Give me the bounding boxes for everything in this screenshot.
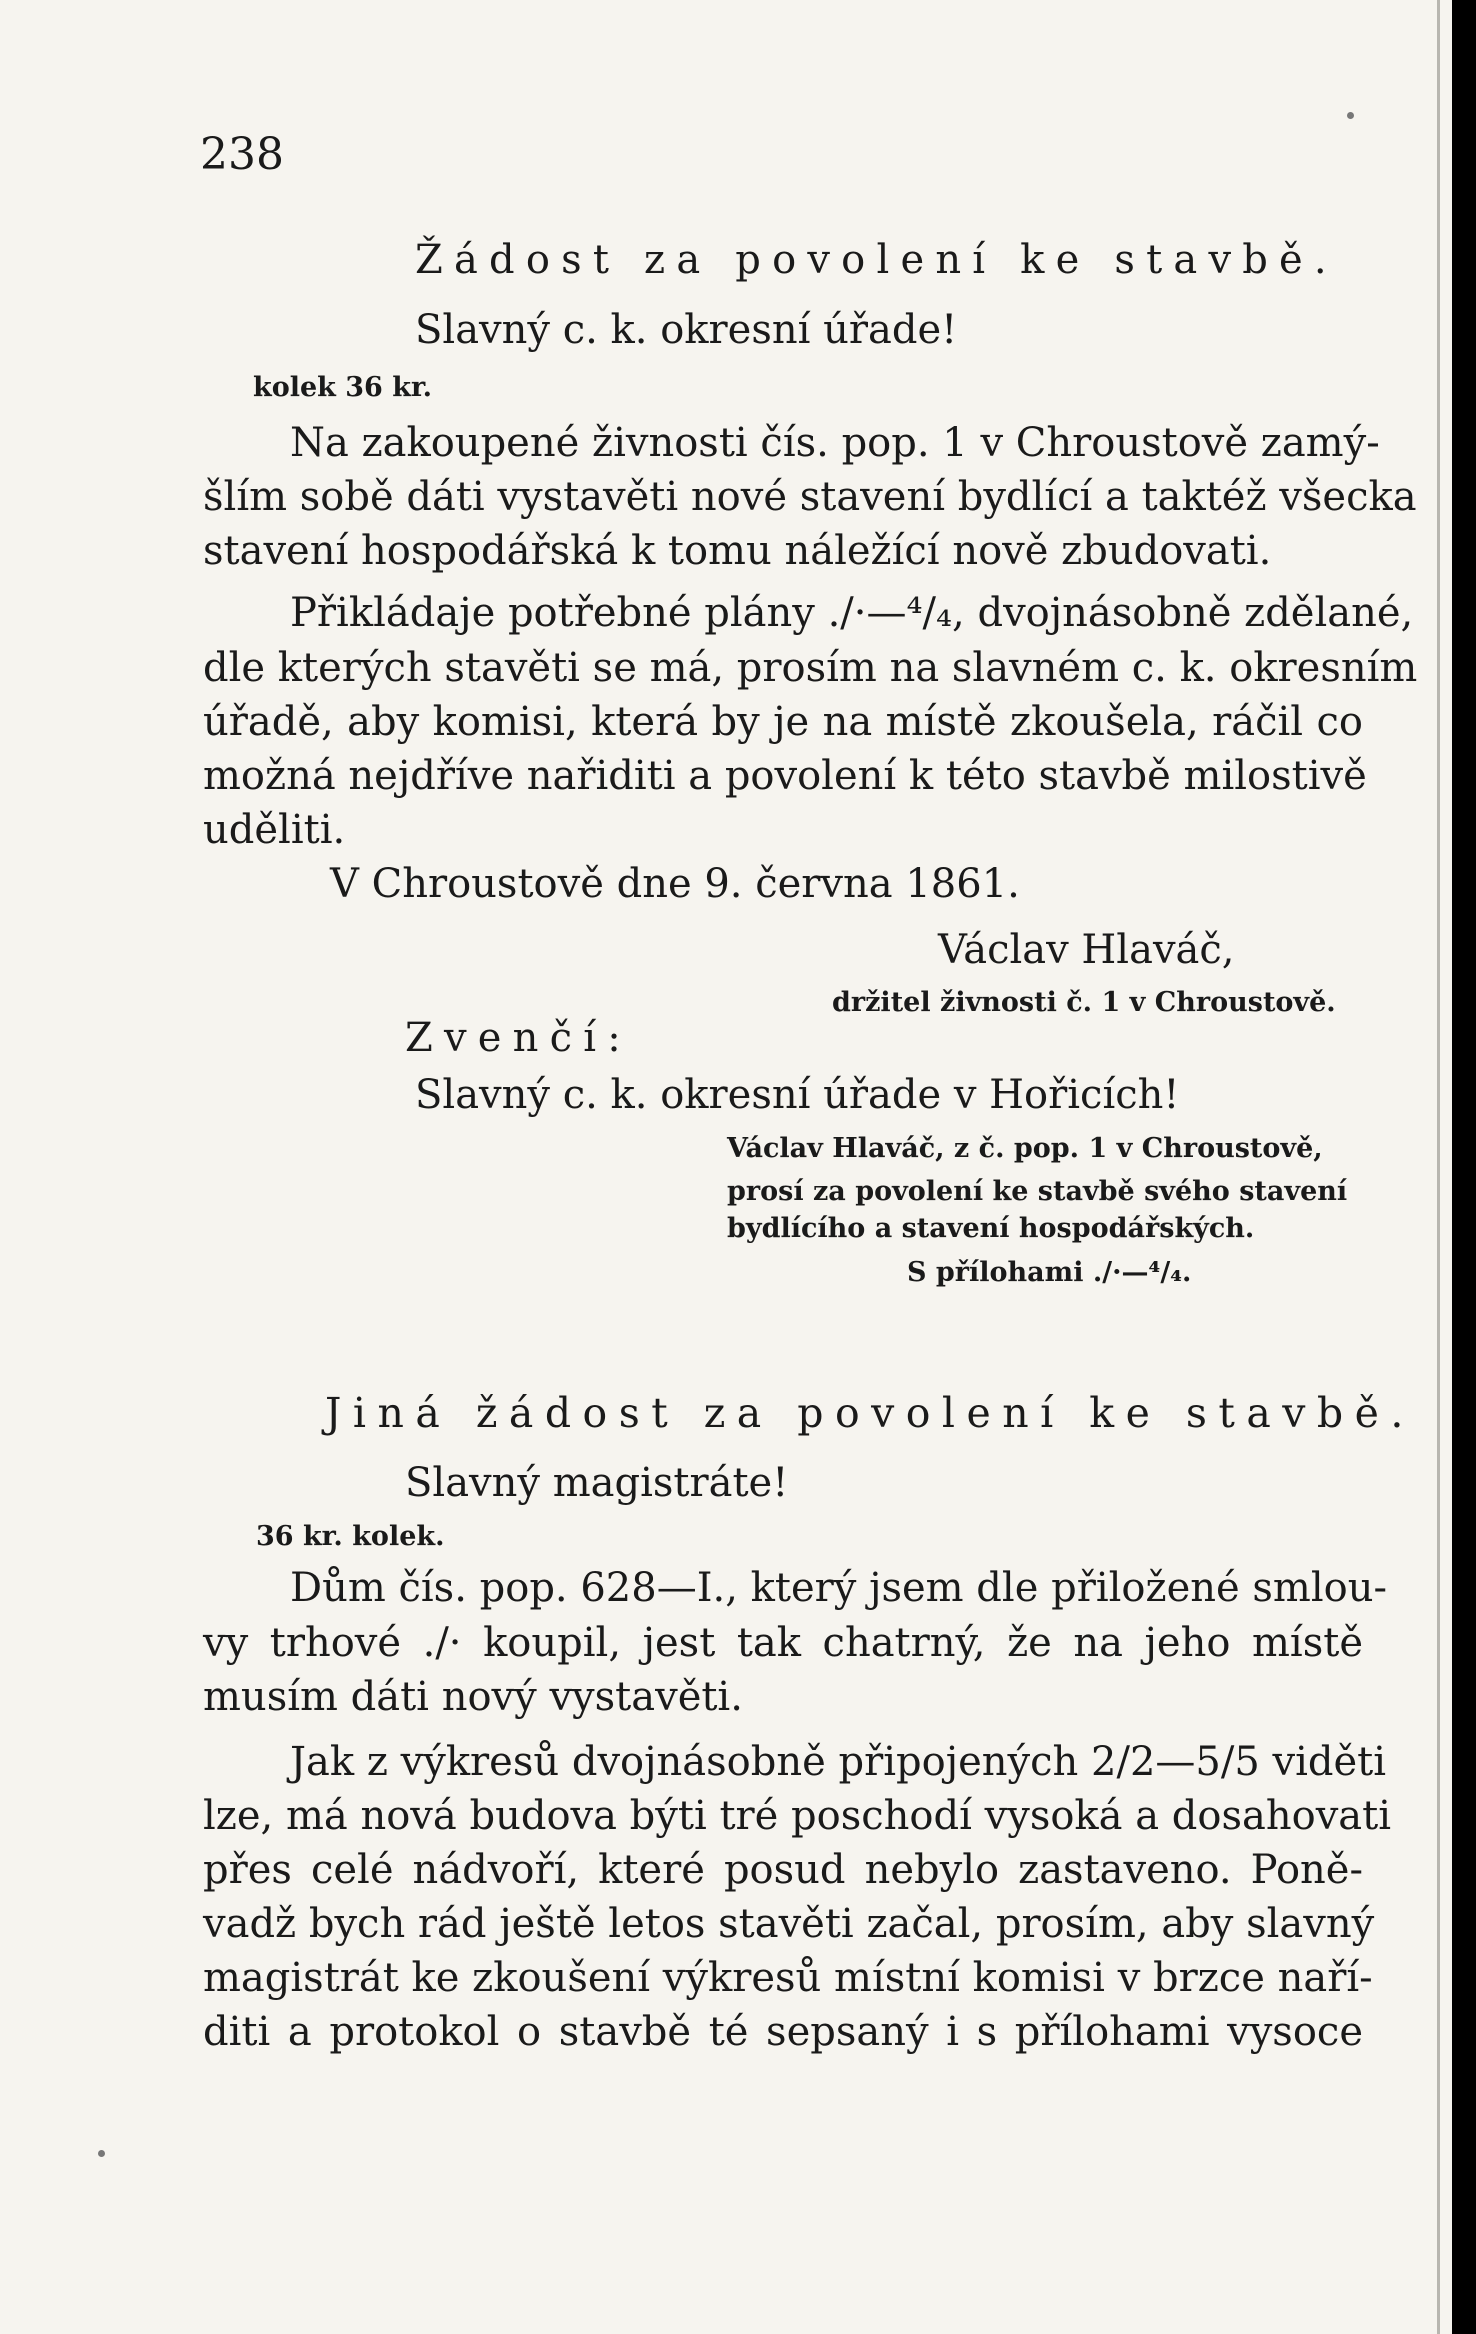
- section2-para2-line: vadž bych rád ještě letos stavěti začal, prosím, aby slavný: [203, 1901, 1375, 1947]
- section2-salutation: Slavný magistráte!: [405, 1460, 789, 1506]
- section2-para2-line: Jak z výkresů dvojnásobně připojených 2/2—5/5 viděti: [290, 1739, 1387, 1785]
- section1-signature-name: Václav Hlaváč,: [938, 927, 1235, 973]
- section1-para2-line: uděliti.: [203, 807, 346, 853]
- scan-border: [1452, 0, 1476, 2334]
- section1-signature-title: držitel živnosti č. 1 v Chroustově.: [832, 987, 1336, 1018]
- section2-para2-line: lze, má nová budova býti tré poschodí vysoká a dosahovati: [203, 1793, 1392, 1839]
- scan-speck: [1347, 112, 1354, 119]
- section1-outside-address: Slavný c. k. okresní úřade v Hořicích!: [415, 1072, 1180, 1118]
- section1-para2-line: úřadě, aby komisi, která by je na místě zkoušela, ráčil co: [203, 699, 1363, 745]
- section1-outside-label: Zvenčí:: [405, 1015, 632, 1061]
- section1-salutation: Slavný c. k. okresní úřade!: [415, 307, 958, 353]
- section1-outside-line: Václav Hlaváč, z č. pop. 1 v Chroustově,: [727, 1133, 1323, 1164]
- scan-speck: [98, 2150, 105, 2157]
- section1-para2-line: Přikládaje potřebné plány ./·—⁴/₄, dvojnásobně zdělané,: [290, 590, 1414, 636]
- section1-date-place: V Chroustově dne 9. června 1861.: [330, 861, 1020, 907]
- section1-stamp: kolek 36 kr.: [253, 372, 433, 403]
- section2-para2-line: diti a protokol o stavbě té sepsaný i s přílohami vysoce: [203, 2009, 1363, 2055]
- section1-heading: Žádost za povolení ke stavbě.: [415, 237, 1338, 283]
- section2-stamp: 36 kr. kolek.: [256, 1521, 445, 1552]
- section1-para2-line: dle kterých stavěti se má, prosím na slavném c. k. okresním: [203, 645, 1418, 691]
- section2-para2-line: magistrát ke zkoušení výkresů místní komisi v brzce naří-: [203, 1955, 1373, 2001]
- page-edge-line: [1437, 0, 1440, 2334]
- page-number: 238: [200, 129, 284, 180]
- section2-para2-line: přes celé nádvoří, které posud nebylo zastaveno. Poně-: [203, 1847, 1363, 1893]
- section1-outside-line: prosí za povolení ke stavbě svého stavení: [727, 1176, 1348, 1207]
- section1-para2-line: možná nejdříve nařiditi a povolení k této stavbě milostivě: [203, 753, 1367, 799]
- section1-para1-line: Na zakoupené živnosti čís. pop. 1 v Chroustově zamý-: [290, 420, 1380, 466]
- section2-para1-line: musím dáti nový vystavěti.: [203, 1674, 743, 1720]
- section2-para1-line: vy trhové ./· koupil, jest tak chatrný, že na jeho místě: [203, 1620, 1363, 1666]
- section1-para1-line: šlím sobě dáti vystavěti nové stavení bydlící a taktéž všecka: [203, 474, 1417, 520]
- section1-outside-line: S přílohami ./·—⁴/₄.: [907, 1257, 1192, 1288]
- section2-heading: Jiná žádost za povolení ke stavbě.: [325, 1389, 1415, 1437]
- section1-outside-line: bydlícího a stavení hospodářských.: [727, 1213, 1255, 1244]
- section2-para1-line: Dům čís. pop. 628—I., který jsem dle přiložené smlou-: [290, 1565, 1387, 1611]
- section1-para1-line: stavení hospodářská k tomu náležící nově zbudovati.: [203, 528, 1272, 574]
